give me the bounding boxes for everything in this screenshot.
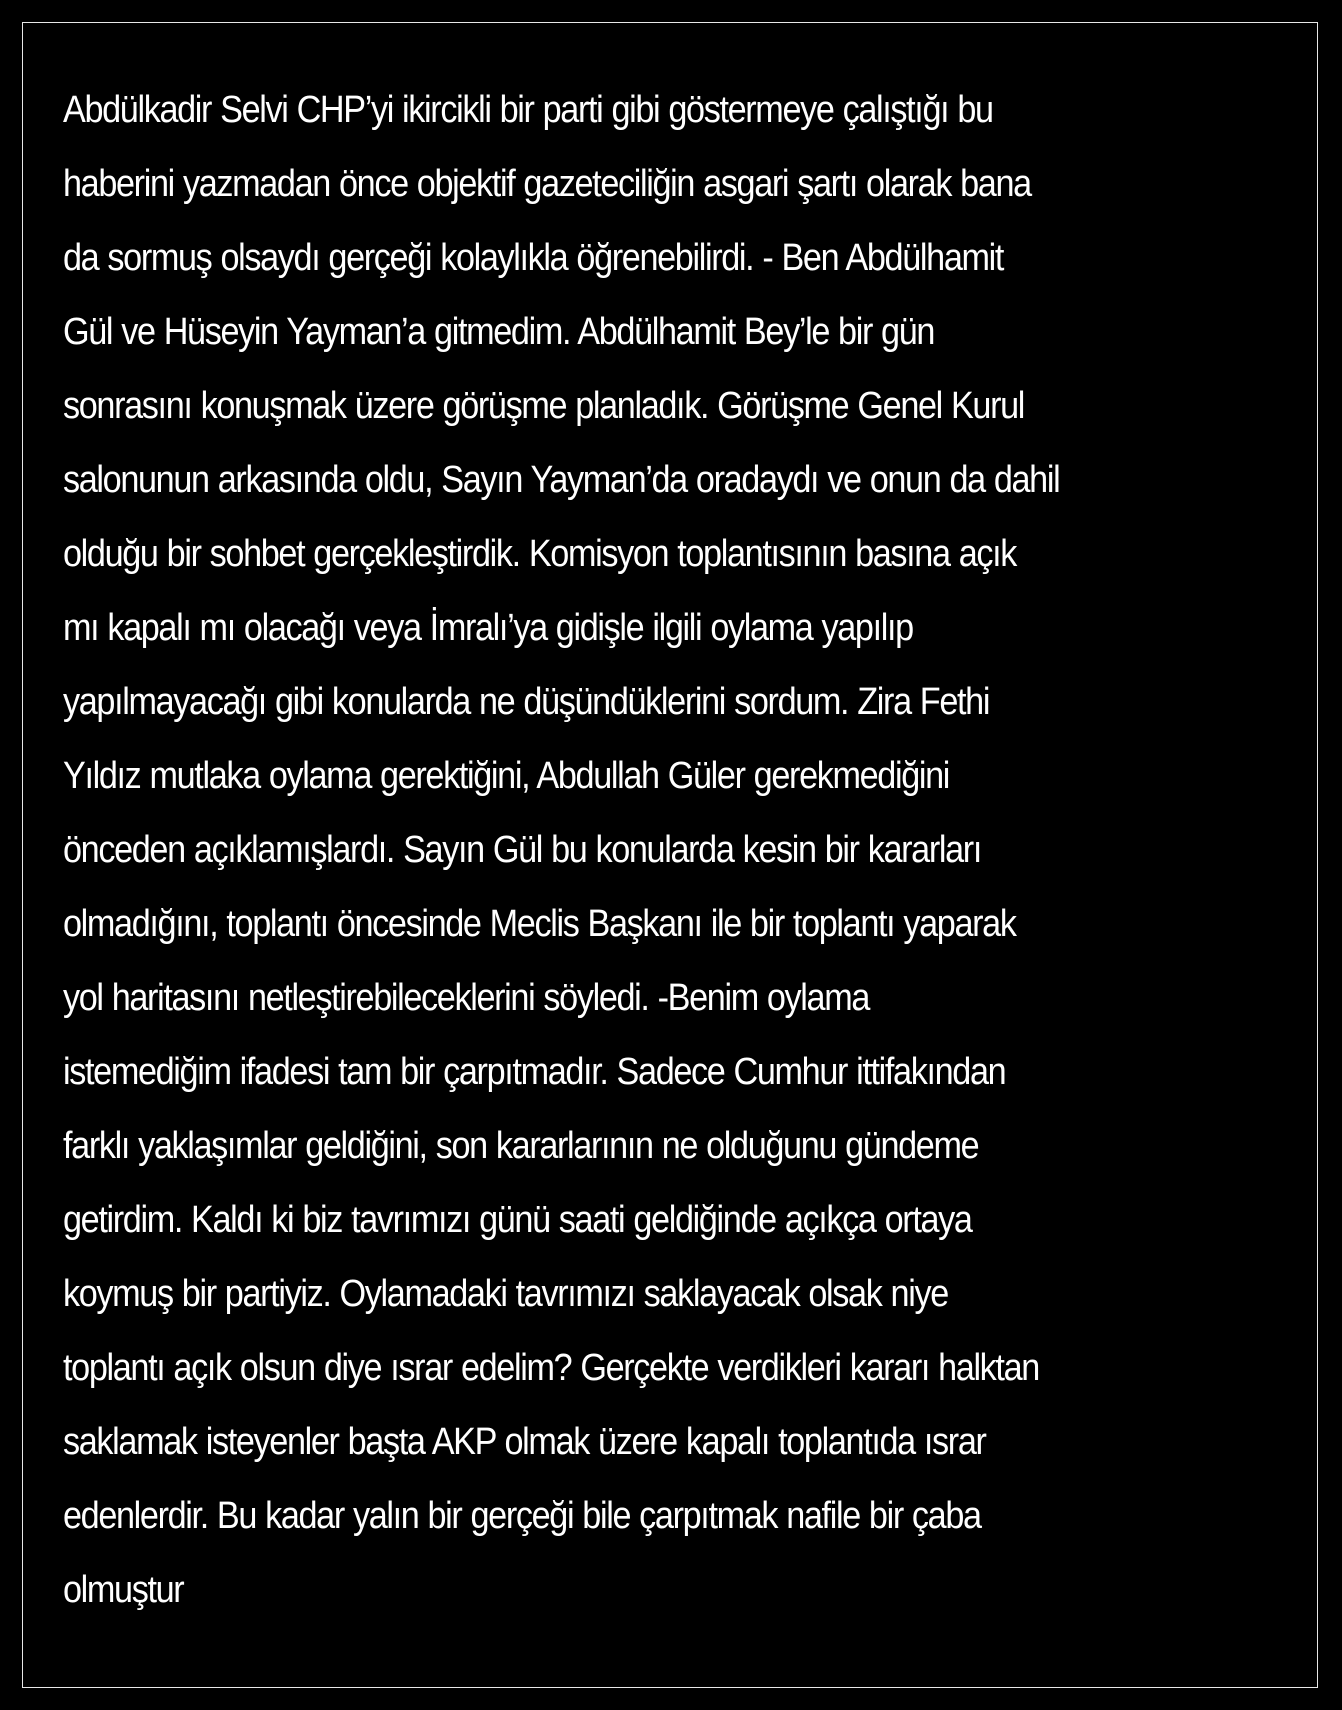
statement-line: Yıldız mutlaka oylama gerektiğini, Abdullah Güler gerekmediğini xyxy=(63,755,950,797)
statement-line: koymuş bir partiyiz. Oylamadaki tavrımızı saklayacak olsak niye xyxy=(63,1273,948,1315)
statement-line: Gül ve Hüseyin Yayman’a gitmedim. Abdülhamit Bey’le bir gün xyxy=(63,311,935,353)
statement-line: da sormuş olsaydı gerçeği kolaylıkla öğrenebilirdi. - Ben Abdülhamit xyxy=(63,237,1004,279)
statement-line: saklamak isteyenler başta AKP olmak üzere kapalı toplantıda ısrar xyxy=(63,1421,986,1463)
statement-frame xyxy=(22,22,1318,1688)
statement-line: olmadığını, toplantı öncesinde Meclis Başkanı ile bir toplantı yaparak xyxy=(63,903,1016,945)
statement-line: toplantı açık olsun diye ısrar edelim? Gerçekte verdikleri kararı halktan xyxy=(63,1347,1039,1389)
statement-line: istemediğim ifadesi tam bir çarpıtmadır. Sadece Cumhur ittifakından xyxy=(63,1051,1006,1093)
statement-line: Abdülkadir Selvi CHP’yi ikircikli bir parti gibi göstermeye çalıştığı bu xyxy=(63,89,993,131)
statement-line: önceden açıklamışlardı. Sayın Gül bu konularda kesin bir kararları xyxy=(63,829,981,871)
statement-line: farklı yaklaşımlar geldiğini, son kararlarının ne olduğunu gündeme xyxy=(63,1125,979,1167)
statement-line: yapılmayacağı gibi konularda ne düşündüklerini sordum. Zira Fethi xyxy=(63,681,990,723)
statement-line: mı kapalı mı olacağı veya İmralı’ya gidişle ilgili oylama yapılıp xyxy=(63,607,913,649)
statement-line: haberini yazmadan önce objektif gazeteciliğin asgari şartı olarak bana xyxy=(63,163,1031,205)
statement-line: salonunun arkasında oldu, Sayın Yayman’da oradaydı ve onun da dahil xyxy=(63,459,1060,501)
statement-line: olmuştur xyxy=(63,1569,184,1611)
statement-line: getirdim. Kaldı ki biz tavrımızı günü saati geldiğinde açıkça ortaya xyxy=(63,1199,972,1241)
statement-line: edenlerdir. Bu kadar yalın bir gerçeği bile çarpıtmak nafile bir çaba xyxy=(63,1495,981,1537)
statement-line: yol haritasını netleştirebileceklerini söyledi. -Benim oylama xyxy=(63,977,870,1019)
statement-text xyxy=(63,73,1161,1627)
statement-line: olduğu bir sohbet gerçekleştirdik. Komisyon toplantısının basına açık xyxy=(63,533,1017,575)
statement-line: sonrasını konuşmak üzere görüşme planladık. Görüşme Genel Kurul xyxy=(63,385,1025,427)
